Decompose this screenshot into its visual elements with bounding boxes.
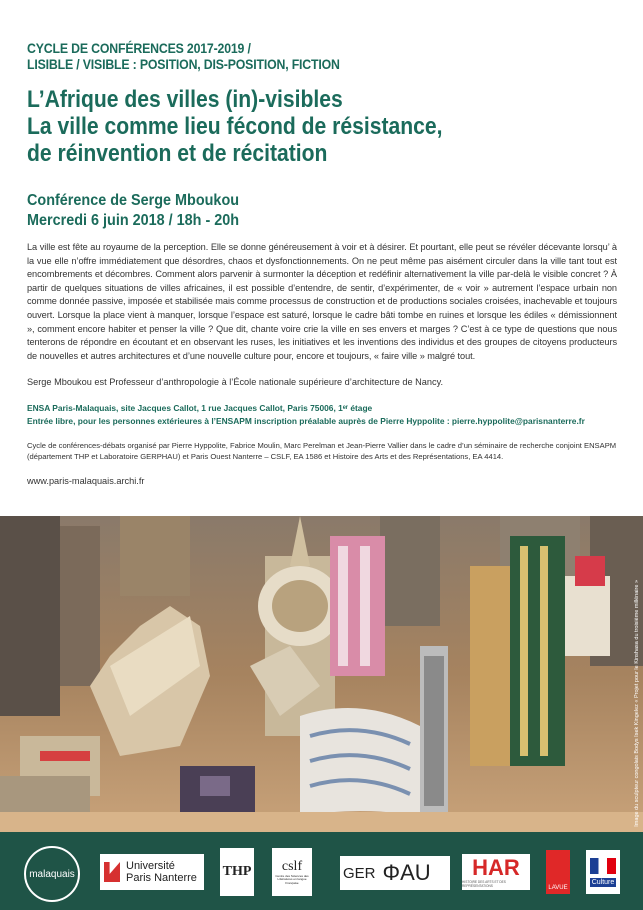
venue-info	[27, 402, 617, 428]
abstract-paragraph: La ville est fête au royaume de la perception. Elle se donne généreusement à voir et à désirer. Et pourtant, elle peut se révéler décevante lorsqu’ à la vue elle n’offre immédiatement que désordres, chaos et dysfonctionnements. On ne peut même pas aisément circuler dans la ville tant tout est encombrements et décombres. Comment alors parvenir à surmonter la déception et redéfinir alternativement la ville par-delà le visible concret ? À partir de quelques situations de villes africaines, il est possible d’entendre, de sentir, d’expérimenter, de « voir » autrement l’espace urbain non comme donnée passive, imposée et stabilisée mais comme processus de construction et de productions sociales croisées, inachevable et toujours ouvert. Lorsque la place vient à manquer, lorsque l’espace est saturé, lorsque le cadre bâti tombe en ruines et lorsque les édiles « démissionnent », comment encore habiter et penser la ville ? Que dit, chante voire crie la ville en ses envers et marges ? C’est à ce type de questions que nous tenterons de répondre en écoutant et en observant les ruses, les initiatives et les inventions des individus et des groupes de citoyens producteurs de nouvelles et autres architectures et d’une nouvelle culture pour, encore et toujours, « faire ville » malgré tout.	[27, 242, 617, 361]
venue-address: ENSA Paris-Malaquais, site Jacques Callot, 1 rue Jacques Callot, Paris 75006, 1ᵉʳ étage	[27, 403, 373, 414]
gerphau-right-text: ΦAU	[382, 860, 431, 885]
malaquais-logo-text: malaquais	[29, 868, 75, 880]
speaker-bio: Serge Mboukou est Professeur d’anthropologie à l’École nationale supérieure d’architecture de Nancy.	[27, 377, 444, 388]
cslf-logo	[272, 848, 312, 896]
venue-entry: Entrée libre, pour les personnes extérieures à l’ENSAPM inscription préalable auprès de Pierre Hyppolite : pierre.hyppolite@parisnanterre.fr	[27, 416, 585, 427]
lavue-logo-text: LAVUE	[548, 885, 568, 891]
thp-logo-text: THP	[222, 864, 252, 879]
cycle-heading-line1: CYCLE DE CONFÉRENCES 2017-2019 /	[27, 40, 251, 56]
culture-logo	[586, 850, 620, 894]
har-logo-text: HAR	[472, 855, 520, 880]
cslf-logo-subtitle: Centre des Sciences des Littératures en langue Française	[275, 873, 309, 885]
city-sculpture-photo	[0, 516, 643, 832]
photo-credit: Image du sculpteur congolais Bodys Isek Kingelez « Projet pour le Kinshasa du troisième millénaire »	[634, 580, 640, 827]
footer-logos-bar	[0, 832, 643, 910]
malaquais-logo	[24, 846, 80, 902]
poster-title	[27, 86, 546, 167]
title-line2: La ville comme lieu fécond de résistance,	[27, 113, 443, 140]
gerphau-logo	[340, 856, 450, 890]
marianne-flag-icon	[590, 858, 616, 874]
har-logo	[462, 854, 530, 890]
har-logo-subtitle: HISTOIRE DES ARTS ET DES REPRÉSENTATIONS	[462, 880, 506, 888]
credits-paragraph: Cycle de conférences-débats organisé par Pierre Hyppolite, Fabrice Moulin, Marc Perelman et Jean-Pierre Vallier dans le cadre d’un séminaire de recherche conjoint ENSAPM (département THP et Laboratoire GERPHAU) et Paris Ouest Nanterre – CSLF, EA 1586 et Histoire des Arts et des Représentations, EA 4414.	[27, 441, 617, 462]
event-info	[27, 191, 558, 231]
nanterre-logo	[100, 854, 204, 890]
lavue-logo	[546, 850, 570, 894]
culture-logo-text: Culture	[591, 878, 615, 886]
cycle-heading-line2: LISIBLE / VISIBLE : POSITION, DIS-POSITION, FICTION	[27, 56, 340, 72]
gerphau-left-text: GER	[340, 865, 379, 882]
poster-content	[27, 40, 617, 486]
thp-logo	[220, 848, 254, 896]
nanterre-line1: Université	[126, 860, 175, 872]
cslf-logo-text: cslf	[281, 858, 303, 874]
nanterre-mark-icon	[104, 862, 120, 882]
date-line: Mercredi 6 juin 2018 / 18h - 20h	[27, 212, 240, 229]
title-line1: L’Afrique des villes (in)-visibles	[27, 86, 343, 113]
speaker-line: Conférence de Serge Mboukou	[27, 192, 240, 209]
title-line3: de réinvention et de récitation	[27, 140, 328, 167]
nanterre-line2: Paris Nanterre	[126, 872, 197, 884]
city-model-illustration	[0, 516, 643, 832]
website-link[interactable]: www.paris-malaquais.archi.fr	[27, 476, 145, 487]
